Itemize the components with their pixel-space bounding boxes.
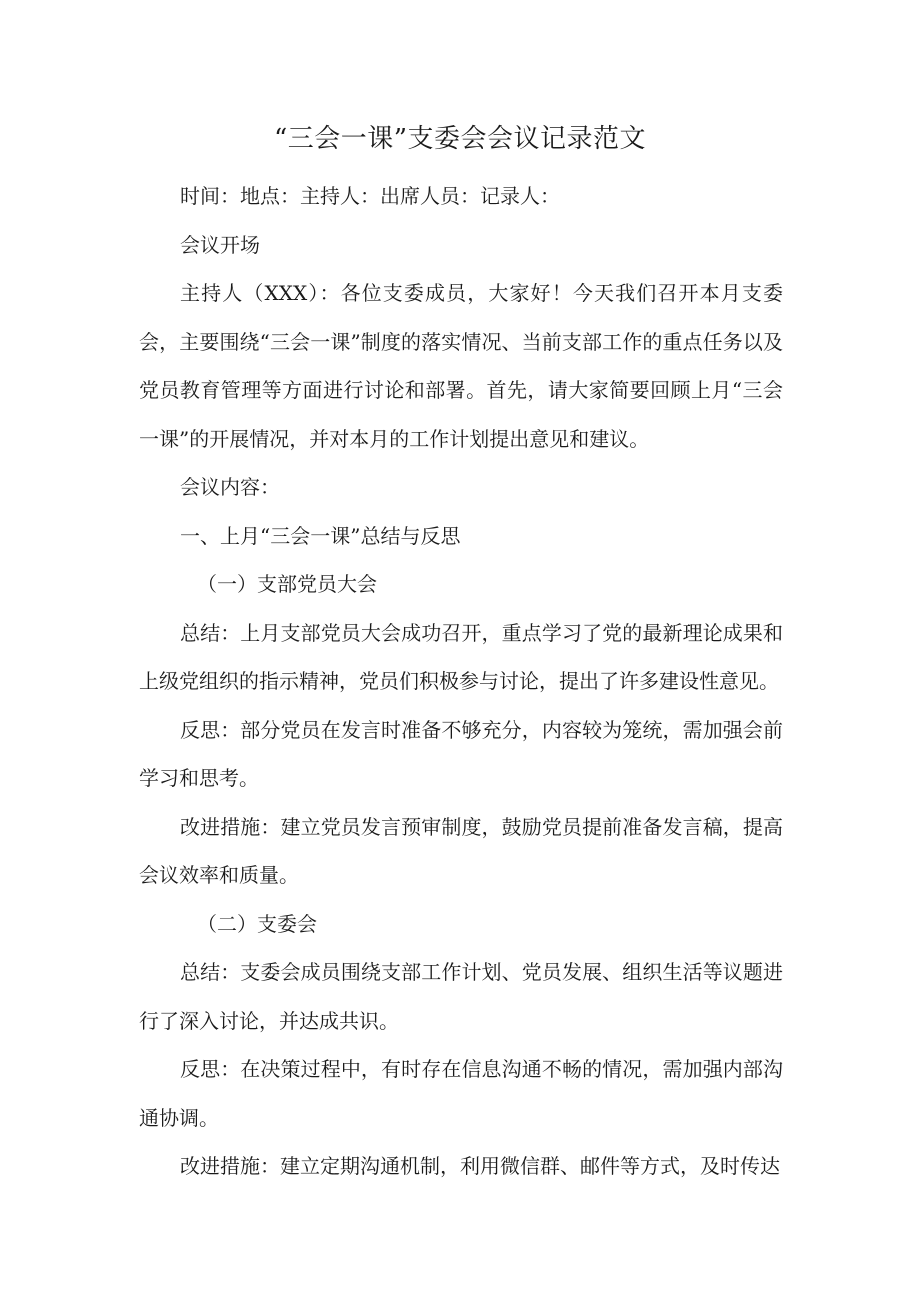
- host-speech-paragraph: 主持人（XXX）：各位支委成员，大家好！今天我们召开本月支委会，主要围绕“三会一课”制度的落实情况、当前支部工作的重点任务以及党员教育管理等方面进行讨论和部署。首先，请大家简要回顾上月“三会一课”的开展情况，并对本月的工作计划提出意见和建议。: [139, 281, 783, 451]
- section-heading-summary: 一、上月“三会一课”总结与反思: [180, 523, 461, 548]
- paragraph-reflection-2: 反思：在决策过程中，有时存在信息沟通不畅的情况，需加强内部沟通协调。: [139, 1057, 783, 1130]
- section-heading-opening: 会议开场: [180, 232, 260, 257]
- paragraph-improvement-1: 改进措施：建立党员发言预审制度，鼓励党员提前准备发言稿，提高会议效率和质量。: [139, 814, 783, 887]
- subsection-heading-committee: （二）支委会: [197, 911, 317, 936]
- paragraph-improvement-2: 改进措施：建立定期沟通机制，利用微信群、邮件等方式，及时传达: [180, 1154, 780, 1178]
- paragraph-summary-2: 总结：支委会成员围绕支部工作计划、党员发展、组织生活等议题进行了深入讨论，并达成共识。: [139, 960, 783, 1033]
- section-heading-content: 会议内容：: [180, 475, 280, 499]
- meeting-info-line: 时间：地点：主持人：出席人员：记录人：: [180, 184, 560, 208]
- paragraph-summary-1: 总结：上月支部党员大会成功召开，重点学习了党的最新理论成果和上级党组织的指示精神，党员们积极参与讨论，提出了许多建设性意见。: [139, 620, 783, 693]
- subsection-heading-party-meeting: （一）支部党员大会: [197, 572, 377, 596]
- paragraph-reflection-1: 反思：部分党员在发言时准备不够充分，内容较为笼统，需加强会前学习和思考。: [139, 717, 783, 790]
- document-title: “三会一课”支委会会议记录范文: [273, 124, 647, 154]
- document-body: [139, 172, 783, 1191]
